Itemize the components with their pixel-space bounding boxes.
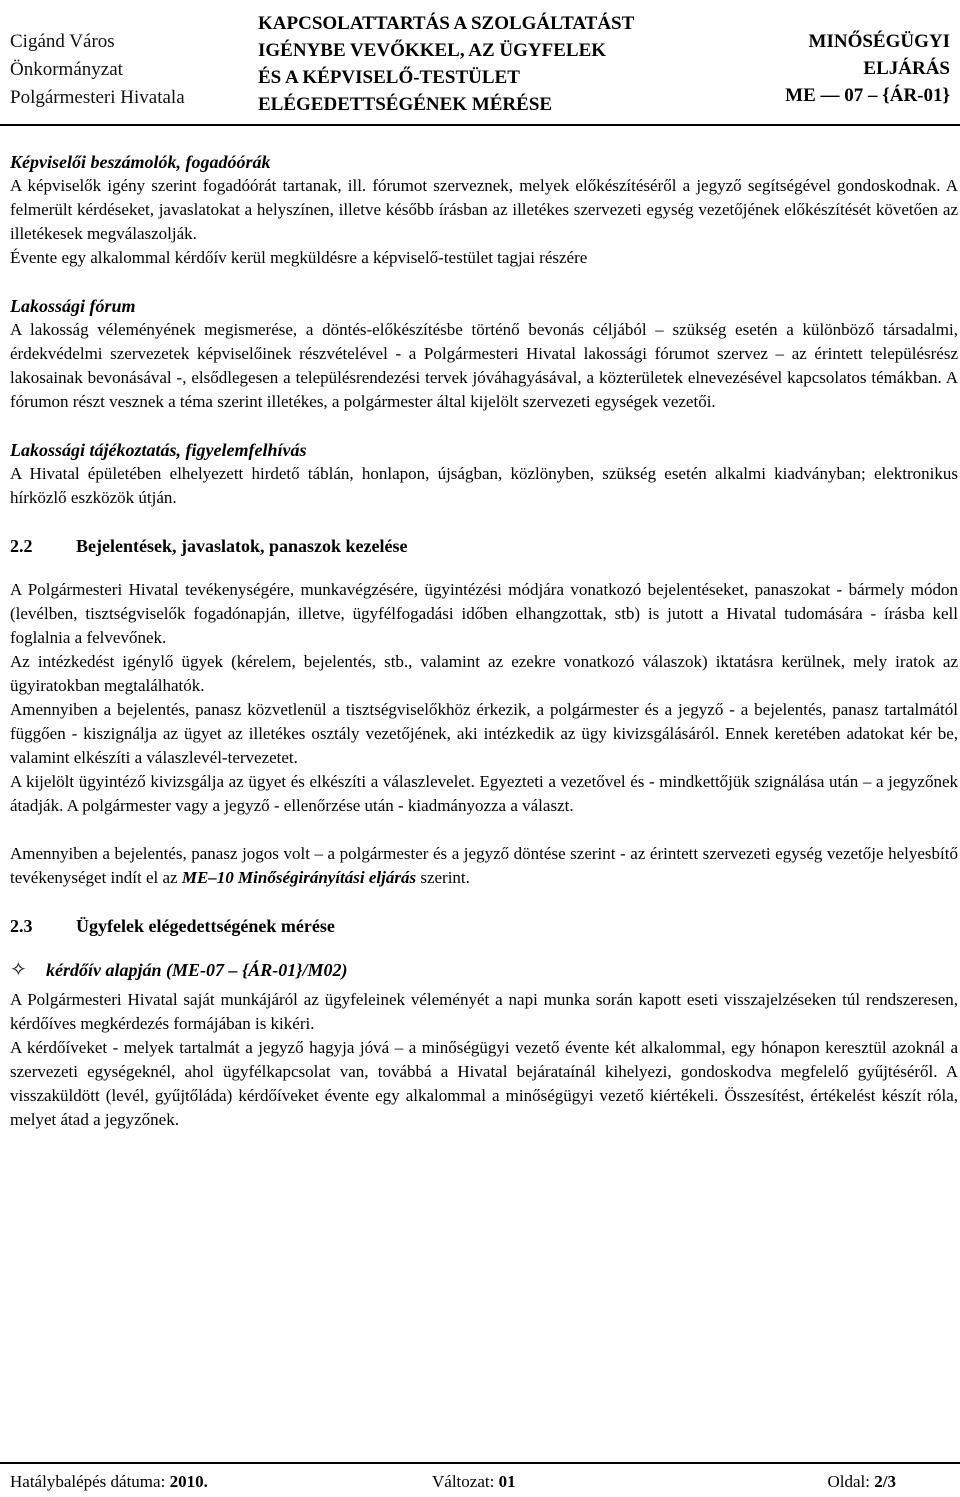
header-title xyxy=(230,0,700,124)
org-line-2: Önkormányzat xyxy=(10,59,123,80)
paragraph-s22-1: A Polgármesteri Hivatal tevékenységére, munkavégzésére, ügyintézési módjára vonatkozó bejelentéseket, panaszokat - bármely módon (levélben, tisztségviselők fogadónapján, illetve, ügyfélfogadási időben elhangzottak, stb) is jutott a Hivatal tudomására - írásba kell foglalnia a felvevőnek. xyxy=(10,580,958,647)
header-organization xyxy=(0,0,230,124)
paragraph-kepviseloi: A képviselők igény szerint fogadóórát tartanak, ill. fórumot szerveznek, melyek előkészítéséről a jegyző segítségével gondoskodnak. A felmerült kérdéseket, javaslatokat a helyszínen, illetve később írásban az illetékes szervezeti egység vezetőjének előkészítését követően az illetékesek megválaszolják. xyxy=(10,176,958,243)
paragraph-s22-5-end: szerint. xyxy=(416,868,470,887)
section-heading-text: Bejelentések, javaslatok, panaszok kezelése xyxy=(76,536,408,556)
version-value: 01 xyxy=(498,1472,516,1491)
section-title-kepviseloi: Képviselői beszámolók, fogadóórák xyxy=(10,152,271,172)
section-heading-2-2 xyxy=(10,534,958,558)
page-footer xyxy=(0,1462,960,1497)
code-line-2: ELJÁRÁS xyxy=(863,58,950,79)
paragraph-s22-4: A kijelölt ügyintéző kivizsgálja az ügyet és elkészíti a válaszlevelet. Egyezteti a vezetővel és - mindkettőjük szignálása után – a jegyzőnek átadják. A polgármester vagy a jegyző - ellenőrzése után - kiadmányozza a választ. xyxy=(10,772,958,815)
section-heading-2-3 xyxy=(10,914,958,938)
document-body xyxy=(10,150,958,1132)
footer-effective-date xyxy=(10,1472,208,1492)
title-line-3: ÉS A KÉPVISELŐ-TESTÜLET xyxy=(258,67,520,88)
section-heading-text: Ügyfelek elégedettségének mérése xyxy=(76,916,335,936)
code-line-3: ME — 07 – {ÁR-01} xyxy=(785,85,950,106)
code-line-1: MINŐSÉGÜGYI xyxy=(808,31,950,52)
effective-date-value: 2010. xyxy=(169,1472,208,1491)
paragraph-forum: A lakosság véleményének megismerése, a döntés-előkészítésbe történő bevonás céljából – szükség esetén a különböző társadalmi, érdekvédelmi szervezetek képviselőinek részvételével - a Polgármesteri Hivatal lakossági fórumot szervez – az érintett településrész lakosainak bevonásával -, elsődlegesen a településrendezési tervek jóváhagyásával, a közterületek elnevezésével kapcsolatos témákban. A fórumon részt vesznek a téma szerint illetékes, a polgármester által kijelölt szervezeti egységek vezetői. xyxy=(10,320,958,411)
procedure-reference: ME–10 Minőségirányítási eljárás xyxy=(181,868,417,887)
section-number: 2.3 xyxy=(10,916,33,936)
footer-version xyxy=(432,1472,516,1492)
section-number: 2.2 xyxy=(10,536,33,556)
org-line-3: Polgármesteri Hivatala xyxy=(10,87,185,108)
paragraph-s22-3: Amennyiben a bejelentés, panasz közvetlenül a tisztségviselőkhöz érkezik, a polgármester és a jegyző - a bejelentés, panasz tartalmától függően - kiszignálja az ügyet az illetékes osztály vezetőjének, aki intézkedik az ügy kivizsgálásáról. Ennek keretében adatokat kér be, valamint elkészíti a válaszlevél-tervezetet. xyxy=(10,700,958,767)
bullet-heading-text: kérdőív alapján (ME-07 – {ÁR-01}/M02) xyxy=(46,960,348,980)
page-header xyxy=(0,0,960,126)
paragraph-s23-2: A kérdőíveket - melyek tartalmát a jegyző hagyja jóvá – a minőségügyi vezető évente két alkalommal, egy hónapon keresztül azoknál a szervezeti egységeknél, ahol ügyfélkapcsolat van, továbbá a Hivatal bejárataínál kihelyezi, gondoskodva megfelelő gyűjtéséről. A visszaküldött (levél, gyűjtőláda) kérdőíveket évente egy alkalommal a minőségügyi vezető kiértékeli. Összesítést, értékelést készít róla, melyet átad a jegyzőnek. xyxy=(10,1038,958,1129)
paragraph-s22-5 xyxy=(10,842,958,890)
header-procedure-code xyxy=(700,0,960,124)
org-line-1: Cigánd Város xyxy=(10,31,115,52)
paragraph-tajekoztatas: A Hivatal épületében elhelyezett hirdető táblán, honlapon, újságban, közlönyben, szükség esetén alkalmi kiadványban; elektronikus hírközlő eszközök útján. xyxy=(10,464,958,507)
version-label: Változat: xyxy=(432,1472,499,1491)
paragraph-kepviseloi-2: Évente egy alkalommal kérdőív kerül megküldésre a képviselő-testület tagjai részére xyxy=(10,248,588,267)
paragraph-s23-1: A Polgármesteri Hivatal saját munkájáról az ügyfeleinek véleményét a napi munka során kapott eseti visszajelzéseken túl rendszeresen, kérdőíves megkérdezés formájában is kikéri. xyxy=(10,990,958,1033)
title-line-1: KAPCSOLATTARTÁS A SZOLGÁLTATÁST xyxy=(258,13,635,34)
effective-date-label: Hatálybalépés dátuma: xyxy=(10,1472,170,1491)
section-title-tajekoztatas: Lakossági tájékoztatás, figyelemfelhívás xyxy=(10,440,307,460)
title-line-2: IGÉNYBE VEVŐKKEL, AZ ÜGYFELEK xyxy=(258,40,607,61)
bullet-heading-kerdoiv xyxy=(10,958,958,982)
paragraph-s22-2: Az intézkedést igénylő ügyek (kérelem, bejelentés, stb., valamint az ezekre vonatkozó válaszok) iktatásra kerülnek, mely iratok az ügyiratokban megtalálhatók. xyxy=(10,652,958,695)
title-line-4: ELÉGEDETTSÉGÉNEK MÉRÉSE xyxy=(258,94,553,115)
page-label: Oldal: xyxy=(827,1472,875,1491)
diamond-bullet-icon: ✧ xyxy=(10,959,27,981)
footer-page-number xyxy=(828,1472,896,1492)
paragraph-s22-5-text: Amennyiben a bejelentés, panasz jogos volt – a polgármester és a jegyző döntése szerint - az érintett szervezeti egység vezetője helyesbítő tevékenységet indít el az xyxy=(10,844,958,887)
page-value: 2/3 xyxy=(874,1472,896,1491)
section-title-forum: Lakossági fórum xyxy=(10,296,136,316)
